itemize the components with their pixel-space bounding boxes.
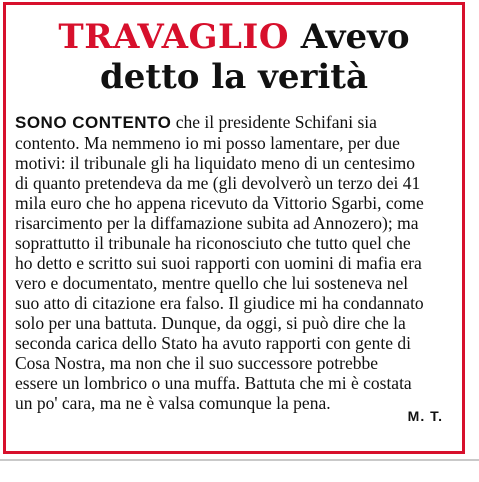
headline [6,17,462,97]
bottom-divider [0,459,479,461]
article-line-2: contento. Ma nemmeno io mi posso lamentare, per due [15,133,400,153]
article-line-1-text: che il presidente Schifani sia [171,112,377,132]
article-line-14: essere un lombrico o una muffa. Battuta che mi è costata [15,373,412,393]
article-line-5: mila euro che ho appena ricevuto da Vittorio Sgarbi, come [15,193,424,213]
article-line-12: seconda carica dello Stato ha avuto rapporti con gente di [15,333,412,353]
headline-title-part1: Avevo [300,17,410,57]
article-line-10: suo atto di citazione era falso. Il giudice mi ha condannato [15,293,424,313]
headline-first-line [6,17,462,57]
article-body [15,112,453,413]
article-line-4: di quanto pretendeva da me (gli devolverò un terzo dei 41 [15,173,421,193]
article-line-9: vero e documentato, mentre quello che lui sosteneva nel [15,273,409,293]
article-line-11: solo per una battuta. Dunque, da oggi, si può dire che la [15,313,406,333]
article-line-13: Cosa Nostra, ma non che il suo successore potrebbe [15,353,379,373]
article-box [3,2,465,454]
article-line-1 [15,112,453,133]
article-line-3: motivi: il tribunale gli ha liquidato meno di un centesimo [15,153,416,173]
author-signature: M. T. [407,408,443,424]
article-line-7: soprattutto il tribunale ha riconosciuto che tutto quel che [15,233,411,253]
article-line-15: un po' cara, ma ne è valsa comunque la pena. [15,393,331,413]
article-line-8: ho detto e scritto sui suoi rapporti con uomini di mafia era [15,253,422,273]
headline-title-part2: detto la verità [99,57,369,97]
article-line-6: risarcimento per la diffamazione subita ad Annozero); ma [15,213,419,233]
article-lead: SONO CONTENTO [15,113,172,132]
headline-kicker: TRAVAGLIO [58,17,289,57]
